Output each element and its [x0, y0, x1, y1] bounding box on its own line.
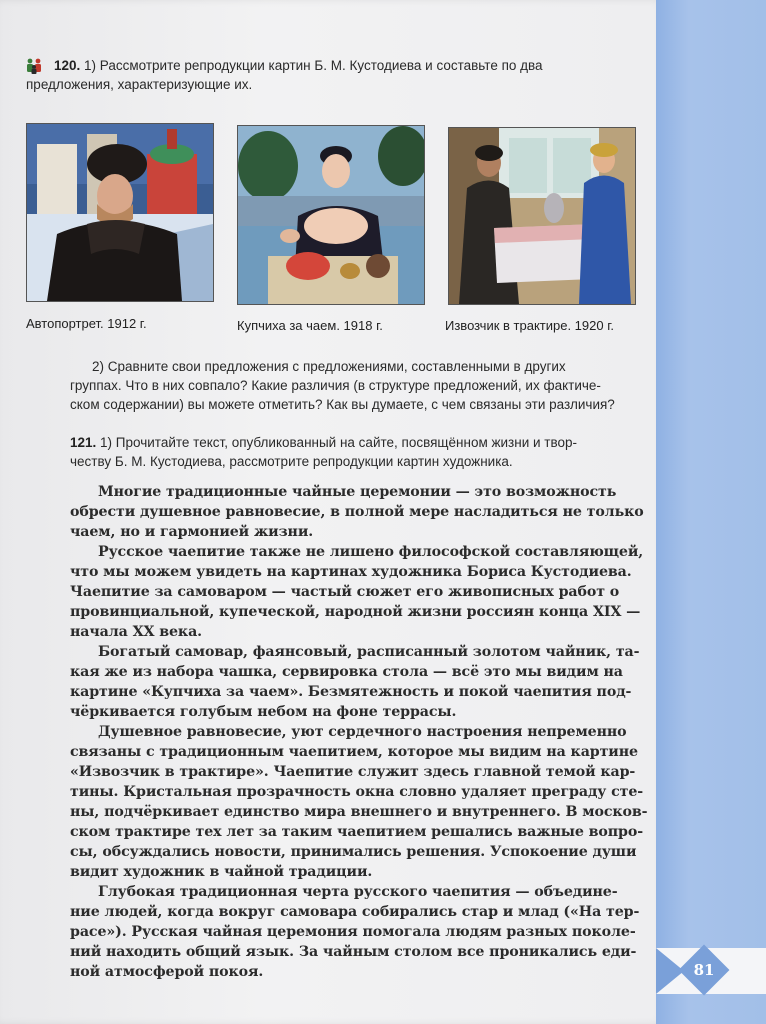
text-line: Русское чаепитие также не лишено философской составляющей,: [98, 544, 644, 560]
text-line: Душевное равновесие, уют сердечного настроения непременно: [98, 724, 627, 740]
painting-merchants-wife: [237, 125, 425, 305]
painting-self-portrait: [26, 123, 214, 302]
text-line: ние людей, когда вокруг самовара собирались стар и млад («На тер-: [70, 904, 640, 920]
text-line: ском трактире тех лет за таким чаепитием решались важные вопро-: [70, 824, 643, 840]
task-120-part2-line-1: 2) Сравните свои предложения с предложениями, составленными в других: [92, 359, 566, 374]
page-margin-band: [656, 0, 766, 1024]
task-120-line-1: 120. 1) Рассмотрите репродукции картин Б. М. Кустодиева и составьте по два: [54, 58, 543, 73]
painting-caption: Автопортрет. 1912 г.: [26, 316, 147, 331]
text-line: Богатый самовар, фаянсовый, расписанный золотом чайник, та-: [98, 644, 640, 660]
text-line: ной атмосферой покоя.: [70, 964, 264, 980]
text-line: начала XX века.: [70, 624, 203, 640]
text-line: видит художник в чайной традиции.: [70, 864, 373, 880]
text-line: чаем, но и гармонией жизни.: [70, 524, 314, 540]
task-120-line-2: предложения, характеризующие их.: [26, 77, 253, 92]
text-line: Многие традиционные чайные церемонии — это возможность: [98, 484, 617, 500]
text-line: сы, обсуждались новости, принимались решения. Успокоение души: [70, 844, 637, 860]
text-line: провинциальной, купеческой, народной жизни россиян конца XIX —: [70, 604, 641, 620]
text-line: кая же из набора чашка, сервировка стола — всё это мы видим на: [70, 664, 623, 680]
text-line: ны, подчёркивает единство мира внешнего и внутреннего. В москов-: [70, 804, 648, 820]
text-line: «Извозчик в трактире». Чаепитие служит здесь главной темой кар-: [70, 764, 636, 780]
task-121-line-2: честву Б. М. Кустодиева, рассмотрите репродукции картин художника.: [70, 454, 513, 469]
page-number: 81: [693, 961, 715, 979]
text-line: что мы можем увидеть на картинах художника Бориса Кустодиева.: [70, 564, 632, 580]
task-120-part2-line-3: ском содержании) вы можете отметить? Как вы думаете, с чем связаны эти различия?: [70, 397, 615, 412]
task-121-line-1: 121. 1) Прочитайте текст, опубликованный на сайте, посвящённом жизни и твор-: [70, 435, 578, 450]
painting-caption: Купчиха за чаем. 1918 г.: [237, 318, 383, 333]
text-line: связаны с традиционным чаепитием, которое мы видим на картине: [70, 744, 638, 760]
text-line: расе»). Русская чайная церемония помогала людям разных поколе-: [70, 924, 636, 940]
task-120-part2-line-2: группах. Что в них совпало? Какие различия (в структуре предложений, их фактиче-: [70, 378, 601, 393]
text-line: ний находить общий язык. За чайным столом все проникались еди-: [70, 944, 637, 960]
text-line: картине «Купчиха за чаем». Безмятежность и покой чаепития под-: [70, 684, 632, 700]
text-line: Чаепитие за самоваром — частый сюжет его живописных работ о: [70, 584, 620, 600]
group-work-icon: [26, 58, 44, 74]
text-line: обрести душевное равновесие, в полной мере насладиться не только: [70, 504, 644, 520]
text-line: тины. Кристальная прозрачность окна словно удаляет преграду сте-: [70, 784, 644, 800]
task-121-number: 121.: [70, 435, 97, 450]
text-line: Глубокая традиционная черта русского чаепития — объедине-: [98, 884, 618, 900]
text-line: чёркивается голубым небом на фоне террасы.: [70, 704, 457, 720]
painting-caption: Извозчик в трактире. 1920 г.: [445, 318, 614, 333]
painting-cabman-in-tavern: [448, 127, 636, 305]
task-120-number: 120.: [54, 58, 81, 73]
